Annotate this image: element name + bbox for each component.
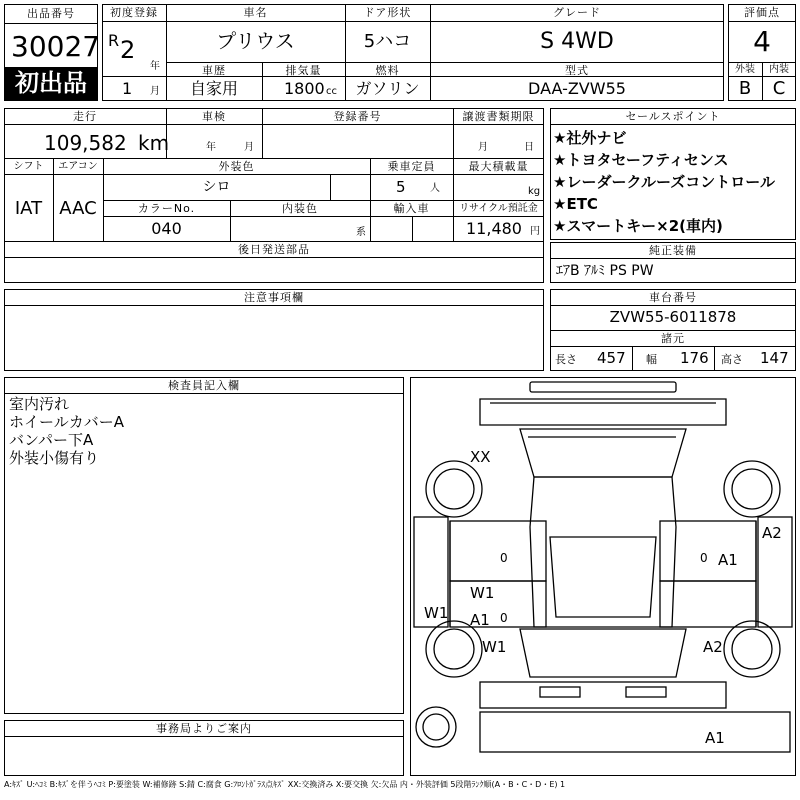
int-grade: C bbox=[772, 78, 786, 99]
load-unit: kg bbox=[528, 186, 541, 197]
mark-a1-door: A1 bbox=[470, 611, 490, 629]
width-label: 幅 bbox=[646, 353, 657, 366]
int-label: 内装 bbox=[769, 64, 789, 75]
name-label: 車名 bbox=[243, 6, 268, 19]
mark-a1-right: A1 bbox=[718, 551, 738, 569]
mark-w1-door: W1 bbox=[470, 584, 495, 602]
mark-a2-right: A2 bbox=[762, 524, 782, 542]
reg-no-label: 登録番号 bbox=[333, 110, 382, 123]
reg-label: 初度登録 bbox=[110, 6, 158, 19]
width: 176 bbox=[680, 349, 709, 367]
office-label: 事務局よりご案内 bbox=[156, 722, 252, 735]
recycle-unit: 円 bbox=[530, 226, 540, 237]
mark-w1-side: W1 bbox=[424, 604, 449, 622]
lot-number: 30027 bbox=[11, 30, 101, 63]
transfer-label: 譲渡書類期限 bbox=[462, 110, 535, 123]
inspection-label: 車検 bbox=[202, 110, 226, 123]
inspector-label: 検査員記入欄 bbox=[168, 379, 240, 392]
transfer-day-unit: 日 bbox=[524, 142, 534, 153]
fuel-label: 燃料 bbox=[375, 64, 400, 77]
capacity-label: 乗車定員 bbox=[387, 160, 436, 173]
ac-label: エアコン bbox=[58, 161, 98, 172]
recycle: 11,480 bbox=[466, 219, 522, 238]
first-listing-label: 初出品 bbox=[15, 69, 87, 97]
inspector-line: 室内汚れ bbox=[9, 395, 70, 413]
color: シロ bbox=[202, 179, 231, 195]
color-label: 外装色 bbox=[218, 160, 255, 173]
dimensions-label: 諸元 bbox=[661, 332, 685, 345]
capacity: 5 bbox=[396, 178, 406, 196]
sales-point: ★社外ナビ bbox=[553, 129, 627, 147]
history: 自家用 bbox=[189, 79, 238, 98]
height: 147 bbox=[760, 349, 789, 367]
mark-a2-rear: A2 bbox=[703, 638, 723, 656]
ac: AAC bbox=[59, 198, 97, 219]
sales-point: ★トヨタセーフティセンス bbox=[553, 151, 729, 169]
mark-w1-rear: W1 bbox=[482, 638, 507, 656]
mileage-label: 走行 bbox=[73, 110, 97, 123]
mark-zero-left2: 0 bbox=[500, 611, 508, 625]
length: 457 bbox=[597, 349, 626, 367]
later-parts-label: 後日発送部品 bbox=[238, 243, 310, 256]
mark-xx: XX bbox=[470, 448, 491, 466]
sales-point: ★ETC bbox=[553, 195, 598, 213]
int-color-unit: 系 bbox=[356, 227, 366, 238]
grade: S 4WD bbox=[540, 29, 614, 54]
month-unit: 月 bbox=[150, 86, 160, 97]
displacement-unit: cc bbox=[326, 86, 337, 97]
chassis-label: 車台番号 bbox=[649, 291, 697, 304]
fuel: ガソリン bbox=[355, 79, 420, 98]
load-label: 最大積載量 bbox=[468, 160, 529, 173]
insp-month-unit: 月 bbox=[244, 142, 254, 153]
shift-label: シフト bbox=[13, 161, 44, 172]
mark-zero-right: 0 bbox=[700, 551, 708, 565]
year-unit: 年 bbox=[150, 61, 160, 72]
mark-a1-bottom: A1 bbox=[705, 729, 725, 747]
model-code: DAA-ZVW55 bbox=[528, 79, 626, 98]
length-label: 長さ bbox=[555, 353, 577, 366]
mileage-unit: km bbox=[138, 131, 170, 155]
score: 4 bbox=[753, 25, 771, 58]
color-no: 040 bbox=[151, 219, 182, 238]
era: R bbox=[108, 31, 120, 50]
grade-label: グレード bbox=[553, 6, 601, 19]
model-label: 型式 bbox=[565, 64, 589, 77]
reg-month: 1 bbox=[122, 79, 133, 98]
shift: IAT bbox=[14, 198, 43, 219]
inspector-line: 外装小傷有り bbox=[9, 449, 100, 467]
insp-year-unit: 年 bbox=[206, 142, 216, 153]
import-label: 輸入車 bbox=[393, 202, 430, 215]
sales-point: ★レーダークルーズコントロール bbox=[553, 173, 775, 191]
ext-grade: B bbox=[738, 78, 752, 99]
door-label: ドア形状 bbox=[363, 6, 412, 19]
mileage: 109,582 bbox=[44, 131, 127, 155]
history-label: 車歴 bbox=[202, 64, 226, 77]
legend-text: A:ｷｽﾞ U:ﾍｺﾐ B:ｷｽﾞを伴うﾍｺﾐ P:要塗装 W:補修跡 S:錆 C:腐食 G:ﾌﾛﾝﾄｶﾞﾗｽ点ｷｽﾞ XX:交換済み X:要交換 欠:欠品 内・外装評価 5段階ﾗﾝｸ順(A・B・C・D・E) 1 bbox=[4, 780, 566, 789]
displacement: 1800 bbox=[284, 79, 325, 98]
inspector-line: ホイールカバーA bbox=[9, 413, 124, 431]
ext-label: 外装 bbox=[735, 64, 755, 75]
score-label: 評価点 bbox=[744, 6, 780, 19]
car-diagram bbox=[410, 377, 796, 776]
transfer-month-unit: 月 bbox=[478, 142, 488, 153]
sales-point: ★スマートキー×2(車内) bbox=[553, 217, 723, 235]
color-no-label: カラーNo. bbox=[137, 202, 196, 215]
door-type: 5ハコ bbox=[363, 31, 412, 52]
equipment-label: 純正装備 bbox=[649, 244, 697, 257]
lot-box bbox=[4, 4, 101, 101]
lot-label: 出品番号 bbox=[27, 7, 75, 20]
recycle-label: リサイクル預託金 bbox=[459, 203, 538, 214]
car-name: プリウス bbox=[216, 29, 295, 53]
height-label: 高さ bbox=[721, 353, 743, 366]
notes-label: 注意事項欄 bbox=[244, 291, 304, 304]
inspector-line: バンパー下A bbox=[9, 431, 94, 449]
equipment-value: ｴｱB ｱﾙﾐ PS PW bbox=[556, 263, 654, 279]
reg-year: 2 bbox=[120, 36, 136, 64]
chassis-number: ZVW55-6011878 bbox=[609, 308, 737, 326]
capacity-unit: 人 bbox=[430, 183, 440, 194]
int-color-label: 内装色 bbox=[282, 202, 318, 215]
displacement-label: 排気量 bbox=[285, 64, 322, 77]
sales-label: セールスポイント bbox=[625, 110, 721, 123]
mark-zero-left: 0 bbox=[500, 551, 508, 565]
